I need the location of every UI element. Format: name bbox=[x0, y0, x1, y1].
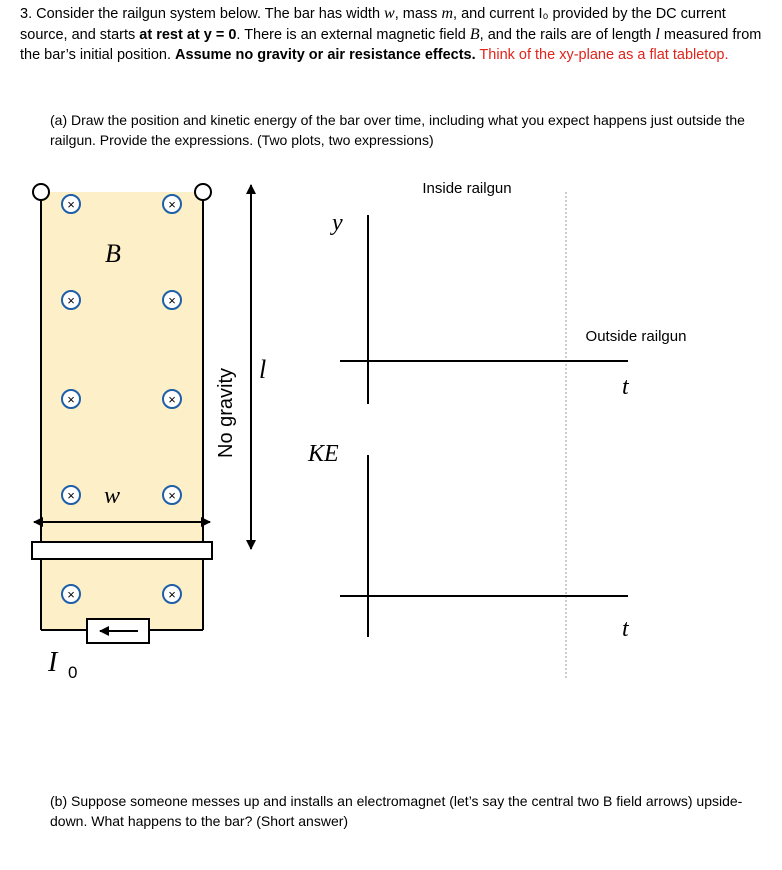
field-into-page-icon bbox=[163, 291, 181, 309]
part-a-label: (a) bbox=[50, 112, 68, 128]
gravity-label: No gravity bbox=[215, 367, 237, 458]
assumption-text: Assume no gravity or air resistance effects. bbox=[175, 47, 476, 63]
position-time-label: t bbox=[622, 374, 629, 400]
ke-time-label: t bbox=[622, 616, 629, 642]
intro-text-4: . There is an external magnetic field bbox=[236, 26, 470, 43]
field-into-page-icon bbox=[62, 390, 80, 408]
intro-text-2: , mass bbox=[394, 6, 442, 22]
intro-text-3: , and current I₀ provided by the DC current source, and starts bbox=[20, 6, 726, 43]
field-into-page-icon bbox=[163, 486, 181, 504]
intro-text-1: Consider the railgun system below. The bar has width bbox=[36, 6, 385, 22]
svg-text:×: × bbox=[168, 587, 176, 602]
field-into-page-icon bbox=[163, 195, 181, 213]
part-a-text: Draw the position and kinetic energy of the bar over time, including what you expect happens just outside the railgun. Provide the expressions. (Two plots, two expressions) bbox=[50, 112, 745, 148]
var-w: w bbox=[384, 5, 395, 22]
var-l: l bbox=[655, 25, 660, 43]
current-label: I bbox=[48, 647, 58, 678]
part-b-label: (b) bbox=[50, 793, 68, 809]
field-region bbox=[41, 192, 203, 630]
length-label: l bbox=[259, 355, 267, 384]
left-rail-end bbox=[33, 184, 49, 200]
field-into-page-icon bbox=[62, 195, 80, 213]
ke-axis-label: KE bbox=[308, 441, 339, 467]
railgun-diagram bbox=[32, 184, 266, 682]
svg-text:×: × bbox=[67, 293, 75, 308]
svg-text:×: × bbox=[168, 392, 176, 407]
var-B: B bbox=[469, 25, 480, 43]
intro-text-5: , and the rails are of length bbox=[479, 26, 656, 43]
outside-railgun-label: Outside railgun bbox=[585, 328, 687, 345]
svg-text:×: × bbox=[168, 197, 176, 212]
field-into-page-icon bbox=[62, 291, 80, 309]
svg-text:×: × bbox=[168, 488, 176, 503]
var-m: m bbox=[441, 5, 454, 22]
right-rail-end bbox=[195, 184, 211, 200]
sliding-bar bbox=[32, 542, 212, 559]
svg-text:×: × bbox=[67, 488, 75, 503]
intro-text-6: measured from the bar’s initial position. bbox=[20, 26, 762, 63]
field-into-page-icon bbox=[62, 585, 80, 603]
plots bbox=[307, 180, 686, 680]
inside-railgun-label: Inside railgun bbox=[422, 180, 512, 197]
svg-text:×: × bbox=[67, 587, 75, 602]
part-b-text: Suppose someone messes up and installs an electromagnet (let’s say the central two B field arrows) upside-down. What happens to the bar? (Short answer) bbox=[50, 793, 743, 829]
svg-text:×: × bbox=[67, 392, 75, 407]
field-into-page-icon bbox=[163, 585, 181, 603]
problem-number: 3. bbox=[20, 6, 33, 22]
width-label: w bbox=[104, 483, 121, 509]
svg-text:×: × bbox=[67, 197, 75, 212]
field-into-page-icon bbox=[62, 486, 80, 504]
rest-condition: at rest at y = 0 bbox=[139, 26, 237, 43]
field-label: B bbox=[105, 239, 121, 268]
position-axis-label: y bbox=[332, 210, 343, 236]
svg-text:×: × bbox=[168, 293, 176, 308]
current-subscript: 0 bbox=[68, 663, 78, 682]
field-into-page-icon bbox=[163, 390, 181, 408]
tabletop-note: Think of the xy-plane as a flat tabletop. bbox=[479, 47, 729, 63]
